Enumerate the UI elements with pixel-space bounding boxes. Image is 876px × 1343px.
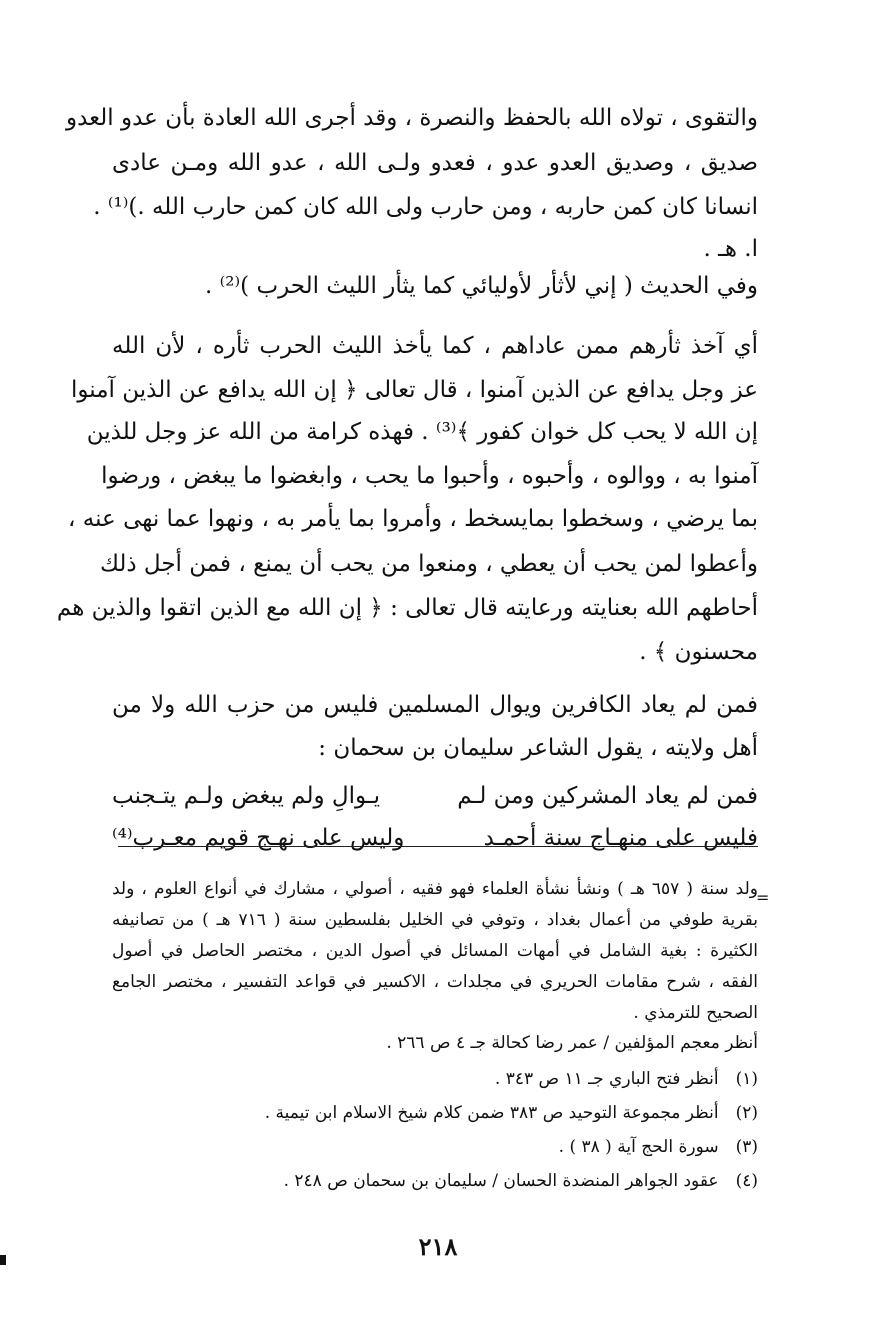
body-line: فمن لم يعاد الكافرين ويوال المسلمين فليس من حزب الله ولا من [112,692,758,718]
body-line: إن الله لا يحب كل خوان كفور ﴾⁽³⁾ . فهذه كرامة من الله عز وجل للذين [86,419,758,445]
page-number: ٢١٨ [418,1232,458,1261]
footnote-item [112,1100,758,1127]
continuation-marker: = [756,888,770,907]
footnote-item [112,1134,758,1161]
footnote-item [112,1168,758,1195]
footnote-number: (٣) [735,1137,758,1157]
body-line: انسانا كان كمن حاربه ، ومن حارب ولى الله كان كمن حارب الله .)⁽¹⁾ . [93,194,758,220]
poem-verse [112,776,758,816]
body-line: ا. هـ . [703,236,758,262]
footnote-line: أنظر معجم المؤلفين / عمر رضا كحالة جـ ٤ ص ٢٦٦ . [386,1033,758,1053]
footnote-number: (٢) [735,1103,758,1123]
footnote-line: بقرية طوفي من أعمال بغداد ، وتوفي في الخليل بفلسطين سنة ( ٧١٦ هـ ) من تصانيفه [112,910,758,930]
body-line: آمنوا به ، ووالوه ، وأحبوه ، وأحبوا ما يحب ، وابغضوا ما يبغض ، ورضوا [101,463,758,489]
scan-mark [0,1255,6,1265]
footnote-line: الصحيح للترمذي . [633,1003,758,1023]
body-line: محسنون ﴾ . [639,639,758,665]
footnote-line: ولد سنة ( ٦٥٧ هـ ) ونشأ نشأة العلماء فهو فقيه ، أصولي ، مشارك في أنواع العلوم ، ولد [112,879,758,899]
body-line: أي آخذ ثأرهم ممن عاداهم ، كما يأخذ الليث الحرب ثأره ، لأن الله [112,333,758,359]
body-line: بما يرضي ، وسخطوا بمايسخط ، وأمروا بما يأمر به ، ونهوا عما نهى عنه ، [68,506,758,532]
footnote-line: الفقه ، شرح مقامات الحريري في مجلدات ، الاكسير في قواعد التفسير ، مختصر الجامع [112,972,758,992]
footnote-separator [118,846,758,847]
footnote-item [112,1066,758,1093]
footnote-text: أنظر مجموعة التوحيد ص ٣٨٣ ضمن كلام شيخ الاسلام ابن تيمية . [264,1103,719,1123]
footnote-number: (٤) [735,1171,758,1191]
verse-first-hemistich: فليس على منهـاج سنة أحمـد [483,825,758,851]
verse-second-hemistich: يـوالِ ولم يبغض ولـم يتـجنب [112,783,381,809]
body-line: والتقوى ، تولاه الله بالحفظ والنصرة ، وقد أجرى الله العادة بأن عدو العدو [66,105,758,131]
body-line: أحاطهم الله بعنايته ورعايته قال تعالى : ﴿ إن الله مع الذين اتقوا والذين هم [56,595,758,621]
body-line: أهل ولايته ، يقول الشاعر سليمان بن سحمان : [318,735,758,761]
footnote-number: (١) [735,1069,758,1089]
footnote-text: عقود الجواهر المنضدة الحسان / سليمان بن سحمان ص ٢٤٨ . [283,1171,719,1191]
body-line: عز وجل يدافع عن الذين آمنوا ، قال تعالى ﴿ إن الله يدافع عن الذين آمنوا [70,377,758,403]
body-line: وأعطوا لمن يحب أن يعطي ، ومنعوا من يحب أن يمنع ، فمن أجل ذلك [99,551,758,577]
body-line: صديق ، وصديق العدو عدو ، فعدو ولـى الله ، عدو الله ومـن عادى [112,150,758,176]
footnote-text: أنظر فتح الباري جـ ١١ ص ٣٤٣ . [494,1069,719,1089]
body-line: وفي الحديث ( إني لأثأر لأوليائي كما يثأر الليث الحرب )⁽²⁾ . [205,273,758,299]
verse-first-hemistich: فمن لم يعاد المشركين ومن لـم [457,783,758,809]
footnote-text: سورة الحج آية ( ٣٨ ) . [558,1137,719,1157]
footnote-line: الكثيرة : بغية الشامل في أمهات المسائل في أصول الدين ، مختصر الحاصل في أصول [112,941,758,961]
verse-second-hemistich: وليس على نهـج قويم معـرب⁽⁴⁾ [112,825,405,851]
poem-verse [112,818,758,858]
